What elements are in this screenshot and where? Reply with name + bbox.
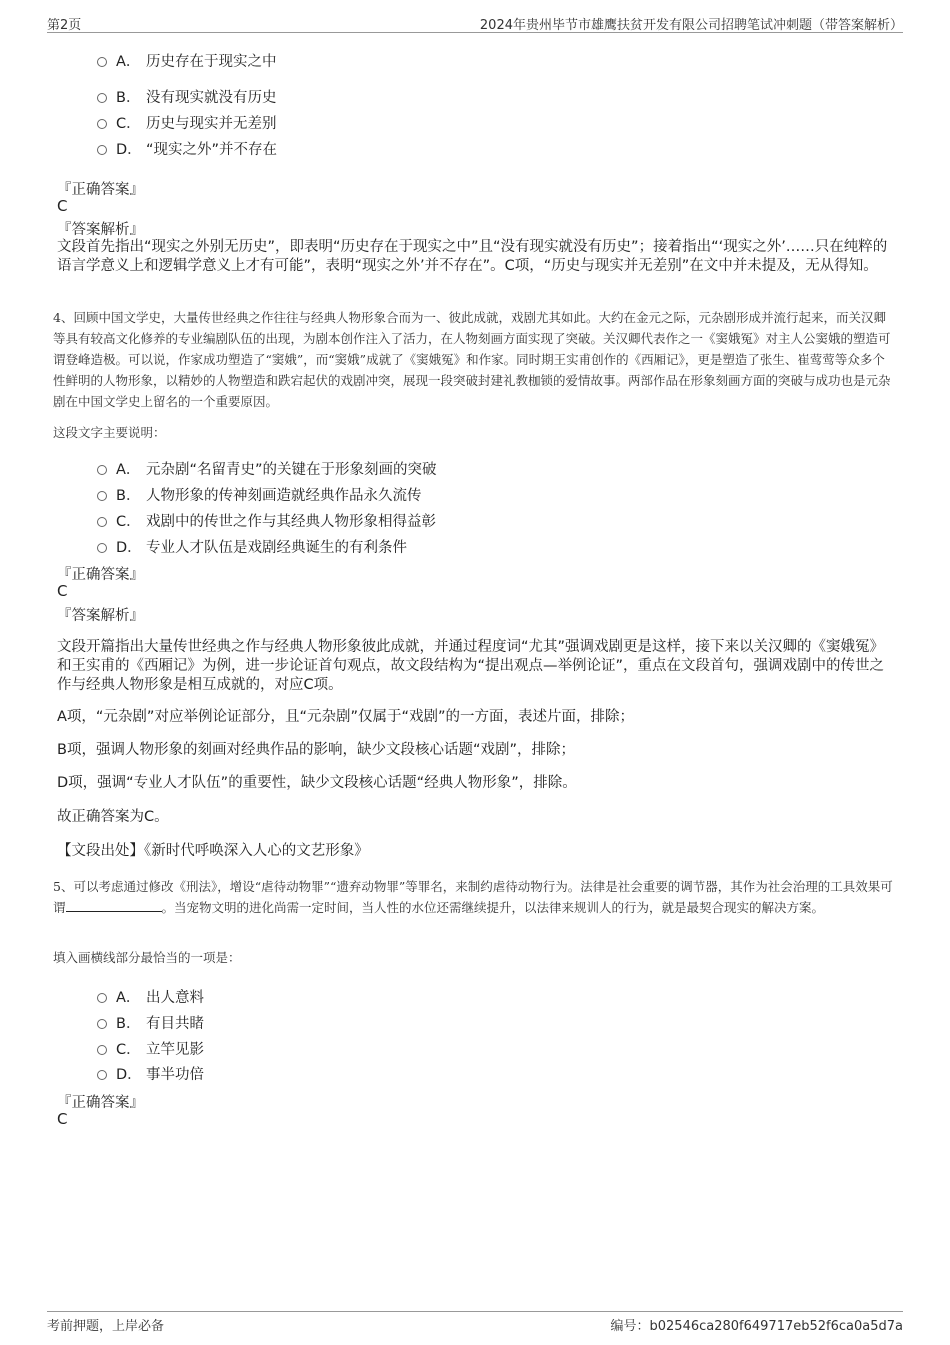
option-text: 人物形象的传神刻画造就经典作品永久流传	[146, 488, 422, 504]
radio-icon[interactable]	[97, 517, 107, 527]
q5-stem: 5、可以考虑通过修改《刑法》，增设“虐待动物罪”“遗弃动物罪”等罪名，来制约虐待动物行为。法律是社会重要的调节器，其作为社会治理的工具效果可谓 。当宠物文明的进化尚需一定时间，当人性的水位还需继续提升，以法律来规训人的行为，就是最契合现实的解决方案。	[53, 879, 893, 915]
option-text: 历史存在于现实之中	[146, 54, 277, 70]
radio-icon[interactable]	[97, 93, 107, 103]
q3-option-d[interactable]: D． “现实之外”并不存在	[97, 138, 277, 160]
q3-option-c[interactable]: C． 历史与现实并无差别	[97, 112, 277, 134]
radio-icon[interactable]	[97, 1045, 107, 1055]
q5-answer-label: 『正确答案』	[57, 1095, 144, 1111]
q4-conclusion: 故正确答案为C。	[57, 809, 169, 825]
option-text: 有目共睹	[146, 1016, 204, 1032]
option-text: 没有现实就没有历史	[146, 90, 277, 106]
q5-option-b[interactable]: B． 有目共睹	[97, 1012, 204, 1034]
footer-slogan: 考前押题，上岸必备	[47, 1319, 165, 1334]
q4-option-c[interactable]: C． 戏剧中的传世之作与其经典人物形象相得益彰	[97, 510, 436, 532]
q3-answer-label: 『正确答案』	[57, 182, 144, 198]
radio-icon[interactable]	[97, 145, 107, 155]
q4-analysis-d: D项，强调“专业人才队伍”的重要性，缺少文段核心话题“经典人物形象”，排除。	[57, 775, 577, 791]
q4-option-d[interactable]: D． 专业人才队伍是戏剧经典诞生的有利条件	[97, 536, 407, 558]
q4-analysis-b: B项，强调人物形象的刻画对经典作品的影响，缺少文段核心话题“戏剧”，排除；	[57, 742, 575, 758]
fill-blank	[66, 900, 162, 912]
radio-icon[interactable]	[97, 543, 107, 553]
q5-option-c[interactable]: C． 立竿见影	[97, 1038, 204, 1060]
document-code: 编号：b02546ca280f649717eb52f6ca0a5d7a	[610, 1319, 903, 1334]
radio-icon[interactable]	[97, 57, 107, 67]
q4-option-b[interactable]: B． 人物形象的传神刻画造就经典作品永久流传	[97, 484, 422, 506]
q4-source: 【文段出处】《新时代呼唤深入人心的文艺形象》	[57, 843, 369, 859]
radio-icon[interactable]	[97, 119, 107, 129]
page-number: 第2页	[47, 18, 82, 33]
q4-analysis-a: A项，“元杂剧”对应举例论证部分，且“元杂剧”仅属于“戏剧”的一方面，表述片面，排除；	[57, 709, 634, 725]
q5-option-a[interactable]: A． 出人意料	[97, 986, 204, 1008]
q5-question: 填入画横线部分最恰当的一项是：	[53, 950, 241, 965]
q3-option-b[interactable]: B． 没有现实就没有历史	[97, 86, 277, 108]
radio-icon[interactable]	[97, 1070, 107, 1080]
option-text: 专业人才队伍是戏剧经典诞生的有利条件	[146, 540, 407, 556]
option-text: 出人意料	[146, 990, 204, 1006]
q4-stem: 4、回顾中国文学史，大量传世经典之作往往与经典人物形象合而为一、彼此成就，戏剧尤其如此。大约在金元之际，元杂剧形成并流行起来，而关汉卿等具有较高文化修养的专业编剧队伍的出现，为剧本创作注入了活力，在人物刻画方面实现了突破。关汉卿代表作之一《窦娥冤》对主人公窦娥的塑造可谓登峰造极。可以说，作家成功塑造了“窦娥”，而“窦娥”成就了《窦娥冤》和作家。同时期王实甫创作的《西厢记》，更是塑造了张生、崔莺莺等众多个性鲜明的人物形象，以精妙的人物塑造和跌宕起伏的戏剧冲突，展现一段突破封建礼教枷锁的爱情故事。两部作品在形象刻画方面的突破与成功也是元杂剧在中国文学史上留名的一个重要原因。	[53, 310, 891, 409]
q5-answer: C	[57, 1110, 68, 1128]
document-title: 2024年贵州毕节市雄鹰扶贫开发有限公司招聘笔试冲刺题（带答案解析）	[479, 18, 903, 33]
q4-answer: C	[57, 582, 68, 600]
radio-icon[interactable]	[97, 1019, 107, 1029]
q3-answer: C	[57, 197, 68, 215]
q5-option-d[interactable]: D． 事半功倍	[97, 1063, 204, 1085]
q3-analysis-label: 『答案解析』	[57, 222, 144, 238]
option-text: 事半功倍	[146, 1067, 204, 1083]
radio-icon[interactable]	[97, 491, 107, 501]
q4-option-a[interactable]: A． 元杂剧“名留青史”的关键在于形象刻画的突破	[97, 458, 437, 480]
option-text: 元杂剧“名留青史”的关键在于形象刻画的突破	[146, 462, 437, 478]
q4-answer-label: 『正确答案』	[57, 567, 144, 583]
q4-question: 这段文字主要说明：	[53, 425, 166, 440]
q4-analysis-main: 文段开篇指出大量传世经典之作与经典人物形象彼此成就，并通过程度词“尤其”强调戏剧更是这样，接下来以关汉卿的《窦娥冤》和王实甫的《西厢记》为例，进一步论证首句观点，故文段结构为“提出观点—举例论证”，重点在文段首句，强调戏剧中的传世之作与经典人物形象是相互成就的，对应C项。	[57, 639, 885, 693]
radio-icon[interactable]	[97, 993, 107, 1003]
q3-option-a[interactable]: A． 历史存在于现实之中	[97, 50, 277, 72]
option-text: 立竿见影	[146, 1042, 204, 1058]
page-header	[47, 14, 903, 33]
option-text: “现实之外”并不存在	[146, 142, 278, 158]
option-text: 戏剧中的传世之作与其经典人物形象相得益彰	[146, 514, 436, 530]
option-text: 历史与现实并无差别	[146, 116, 277, 132]
page-footer	[47, 1311, 903, 1332]
q3-analysis: 文段首先指出“现实之外别无历史”，即表明“历史存在于现实之中”且“没有现实就没有历史”；接着指出“‘现实之外’……只在纯粹的语言学意义上和逻辑学意义上才有可能”，表明“现实之外’并不存在”。C项，“历史与现实并无差别”在文中并未提及，无从得知。	[57, 239, 888, 274]
q4-analysis-label: 『答案解析』	[57, 608, 144, 624]
radio-icon[interactable]	[97, 465, 107, 475]
